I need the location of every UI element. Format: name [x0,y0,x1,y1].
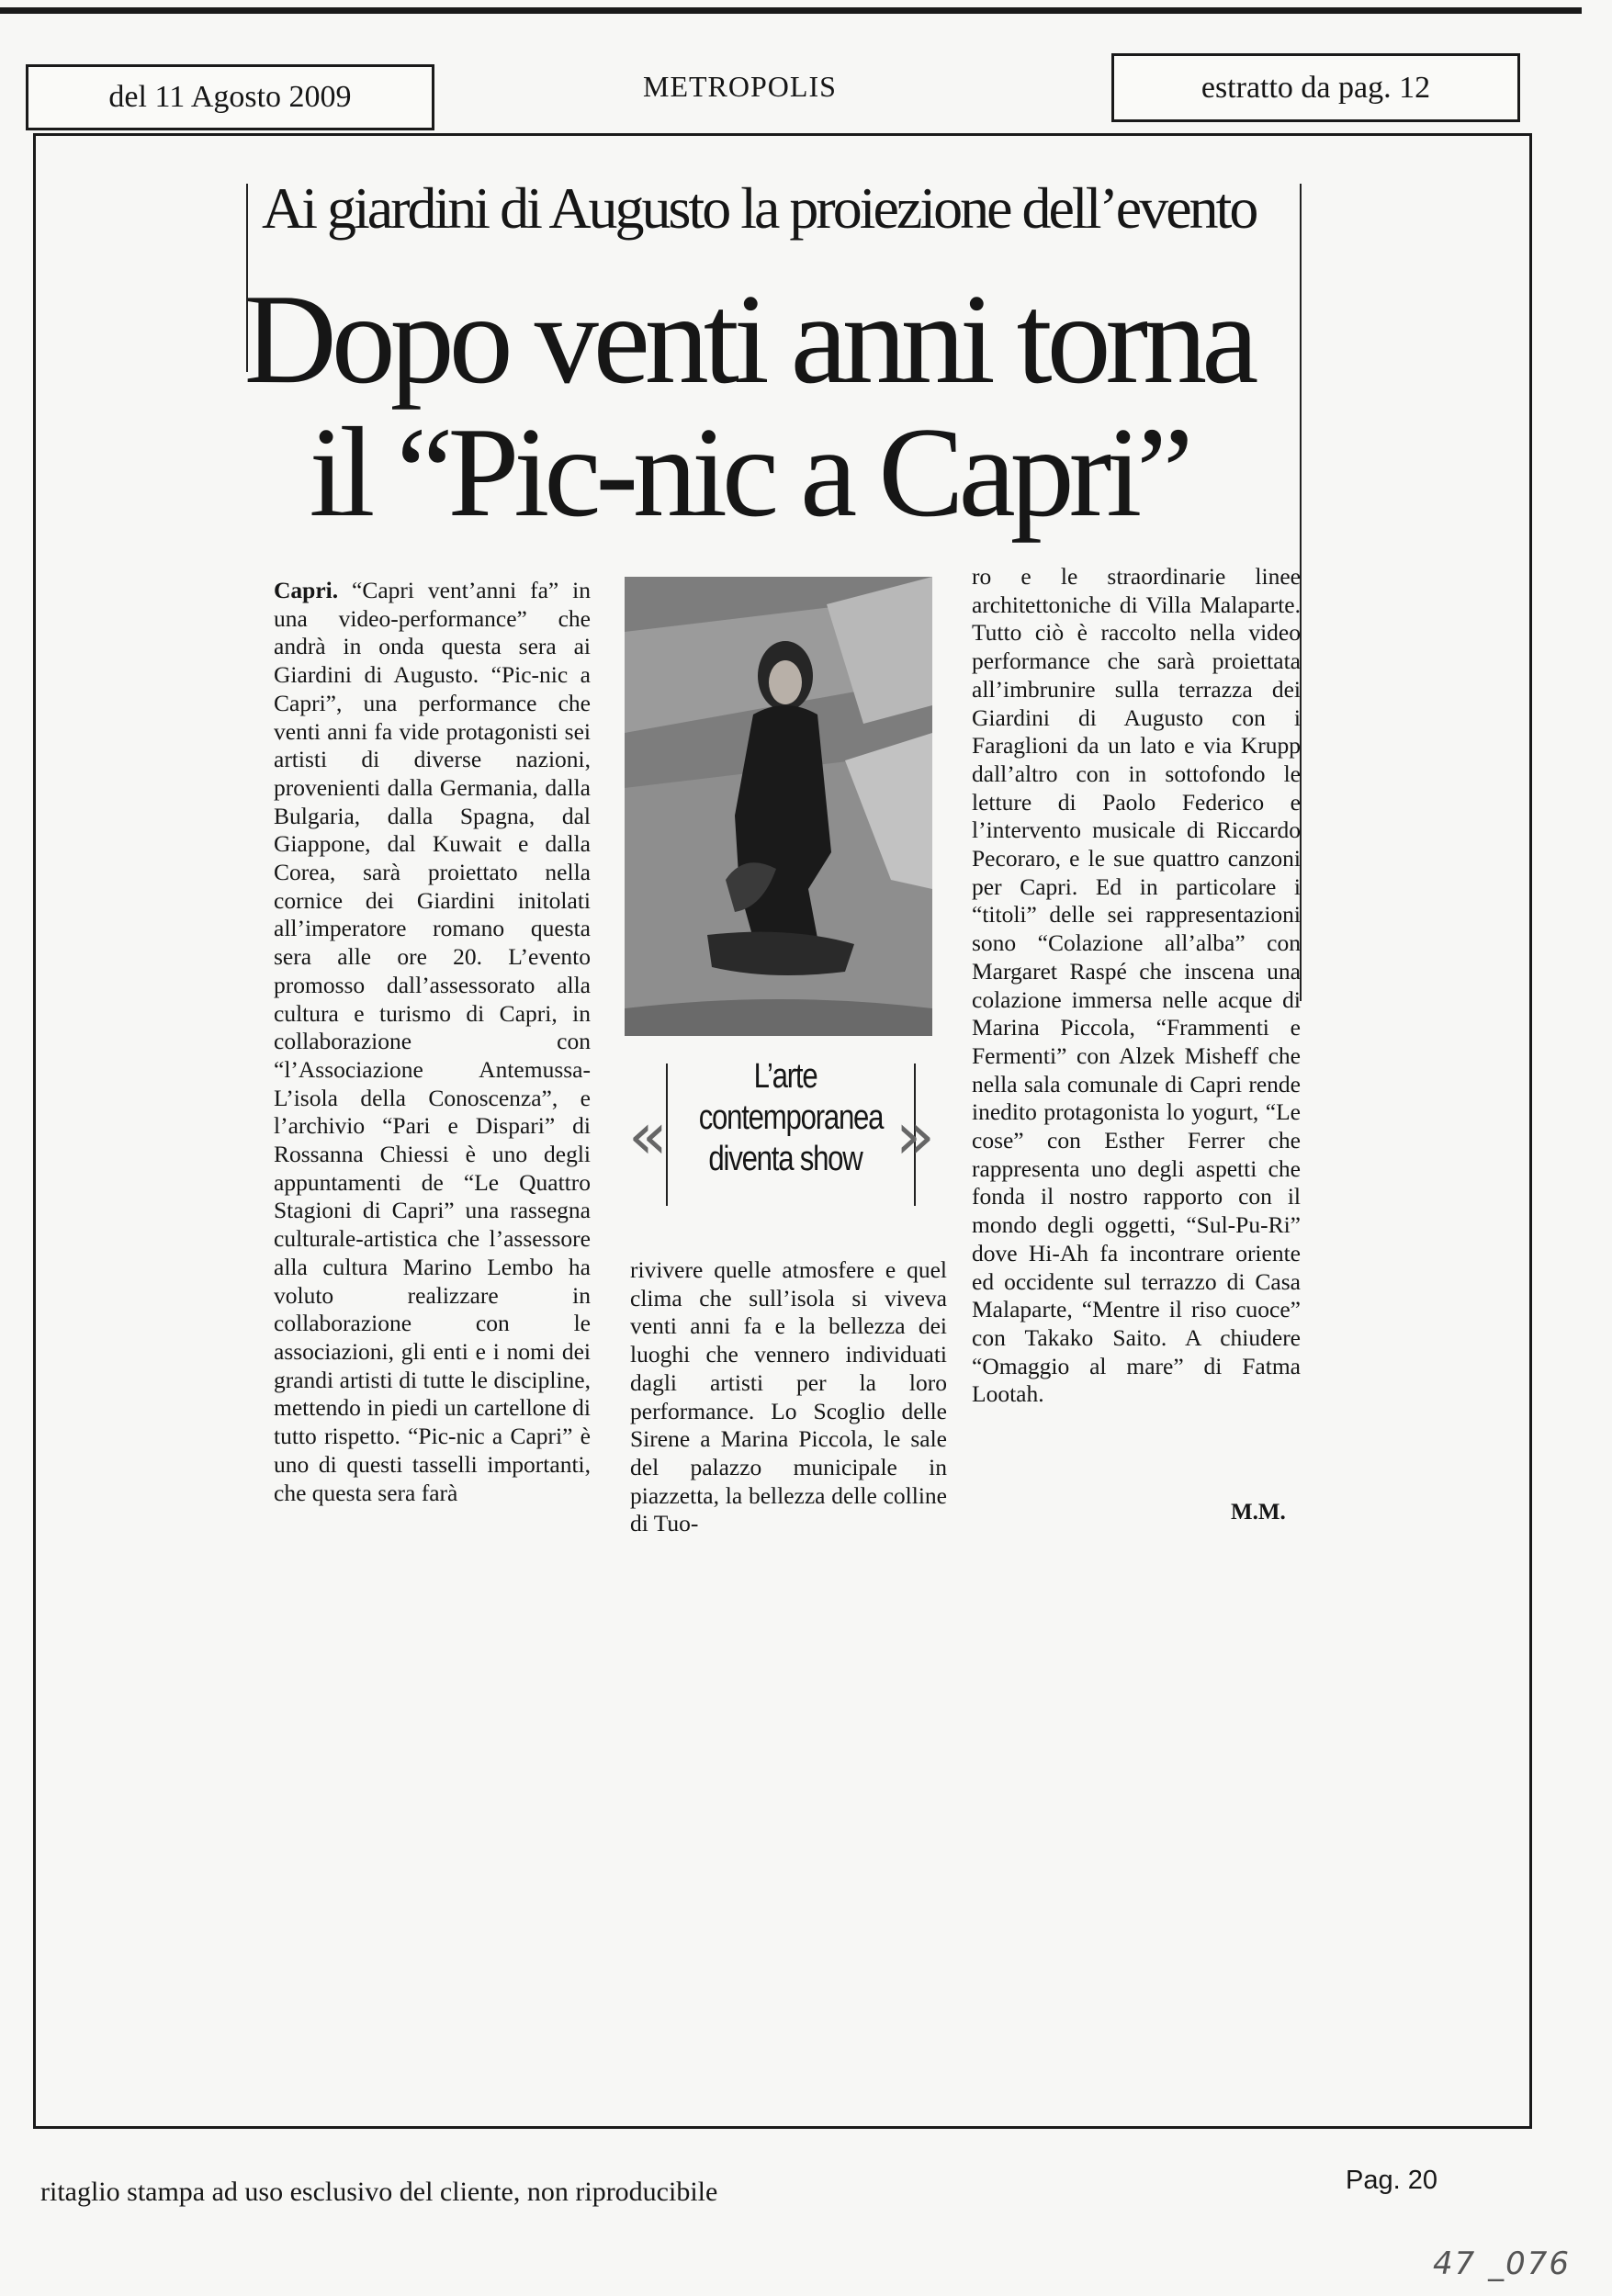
pull-quote-text: L’arte contemporanea diventa show [698,1057,884,1178]
pull-quote [628,1056,937,1203]
headline-line-1: Dopo venti anni torna [243,268,1254,411]
issue-date: del 11 Agosto 2009 [108,80,352,114]
publication-name: METROPOLIS [643,70,837,103]
date-box [26,64,434,130]
headline-line-2: il “Pic-nic a Capri” [309,401,1189,544]
double-chevron-right-icon: » [896,1098,935,1174]
page-reference-box [1111,53,1520,122]
dateline: Capri. [274,577,339,603]
article-kicker: Ai giardini di Augusto la proiezione dell’evento [262,175,1257,241]
handwritten-archive-code: 47 _076 [1433,2245,1571,2282]
column-1-text: “Capri vent’anni fa” in una video-performance” che andrà in onda questa sera ai Giardini di Augusto. “Pic-nic a Capri”, una performance che venti anni fa vide protagonisti sei artisti di diverse nazioni, provenienti dalla Germania, dalla Bulgaria, dalla Spagna, dal Giappone, dal Kuwait e dalla Corea, sarà proiettato nella cornice dei Giardini initolati all’imperatore romano questa sera alle ore 20. L’evento promosso dall’assessorato alla cultura e turismo di Capri, in collaborazione con “l’Associazione Antemussa-L’isola della Conoscenza”, e l’archivio “Pari e Dispari” di Rossanna Chiessi è uno degli appuntamenti de “Le Quattro Stagioni di Capri” una rassegna culturale-artistica che l’assessore alla cultura Marino Lembo ha voluto realizzare in collaborazione con le associazioni, gli enti e i nomi dei grandi artisti di tutte le discipline, mettendo in piedi un cartellone di tutto rispetto. “Pic-nic a Capri” è uno di questi tasselli importanti, che questa sera farà [274,577,591,1506]
double-chevron-left-icon: « [628,1098,668,1174]
footer-page-number: Pag. 20 [1346,2166,1437,2195]
page-reference: estratto da pag. 12 [1201,70,1431,105]
author-signature: M.M. [1231,1500,1286,1525]
article-column-1 [274,577,591,1507]
article-photo [625,577,932,1036]
top-edge-bar [0,7,1582,14]
photo-woman-seated-image [625,577,932,1036]
footer-notice: ritaglio stampa ad uso esclusivo del cliente, non riproducibile [40,2177,718,2207]
article-column-2: rivivere quelle atmosfere e quel clima che sull’isola si viveva venti anni fa e la bellezza dei luoghi che vennero individuati dagli artisti per la loro performance. Lo Scoglio delle Sirene a Marina Piccola, le sale del palazzo municipale in piazzetta, la bellezza delle colline di Tuo- [630,1256,947,1537]
article-column-3: ro e le straordinarie linee architettoniche di Villa Malaparte. Tutto ciò è raccolto nella video performance che sarà proiettata all’imbrunire sulla terrazza dei Giardini di Augusto con i Faraglioni da un lato e via Krupp dall’altro con in sottofondo le letture di Paolo Federico e l’intervento musicale di Riccardo Pecoraro, e le sue quattro canzoni per Capri. Ed in particolare i “titoli” delle sei rappresentazioni sono “Colazione all’alba” con Margaret Raspé che inscena una colazione immersa nelle acque di Marina Piccola, “Frammenti e Fermenti” con Alzek Misheff che nella sala comunale di Capri rende inedito protagonista lo yogurt, “Le cose” con Esther Ferrer che rappresenta uno degli aspetti che fonda il nostro rapporto con il mondo degli oggetti, “Sul-Pu-Ri” dove Hi-Ah fa incontrare oriente ed occidente sul terrazzo di Casa Malaparte, “Mentre il riso cuoce” con Takako Saito. A chiudere “Omaggio al mare” di Fatma Lootah. [972,563,1301,1408]
